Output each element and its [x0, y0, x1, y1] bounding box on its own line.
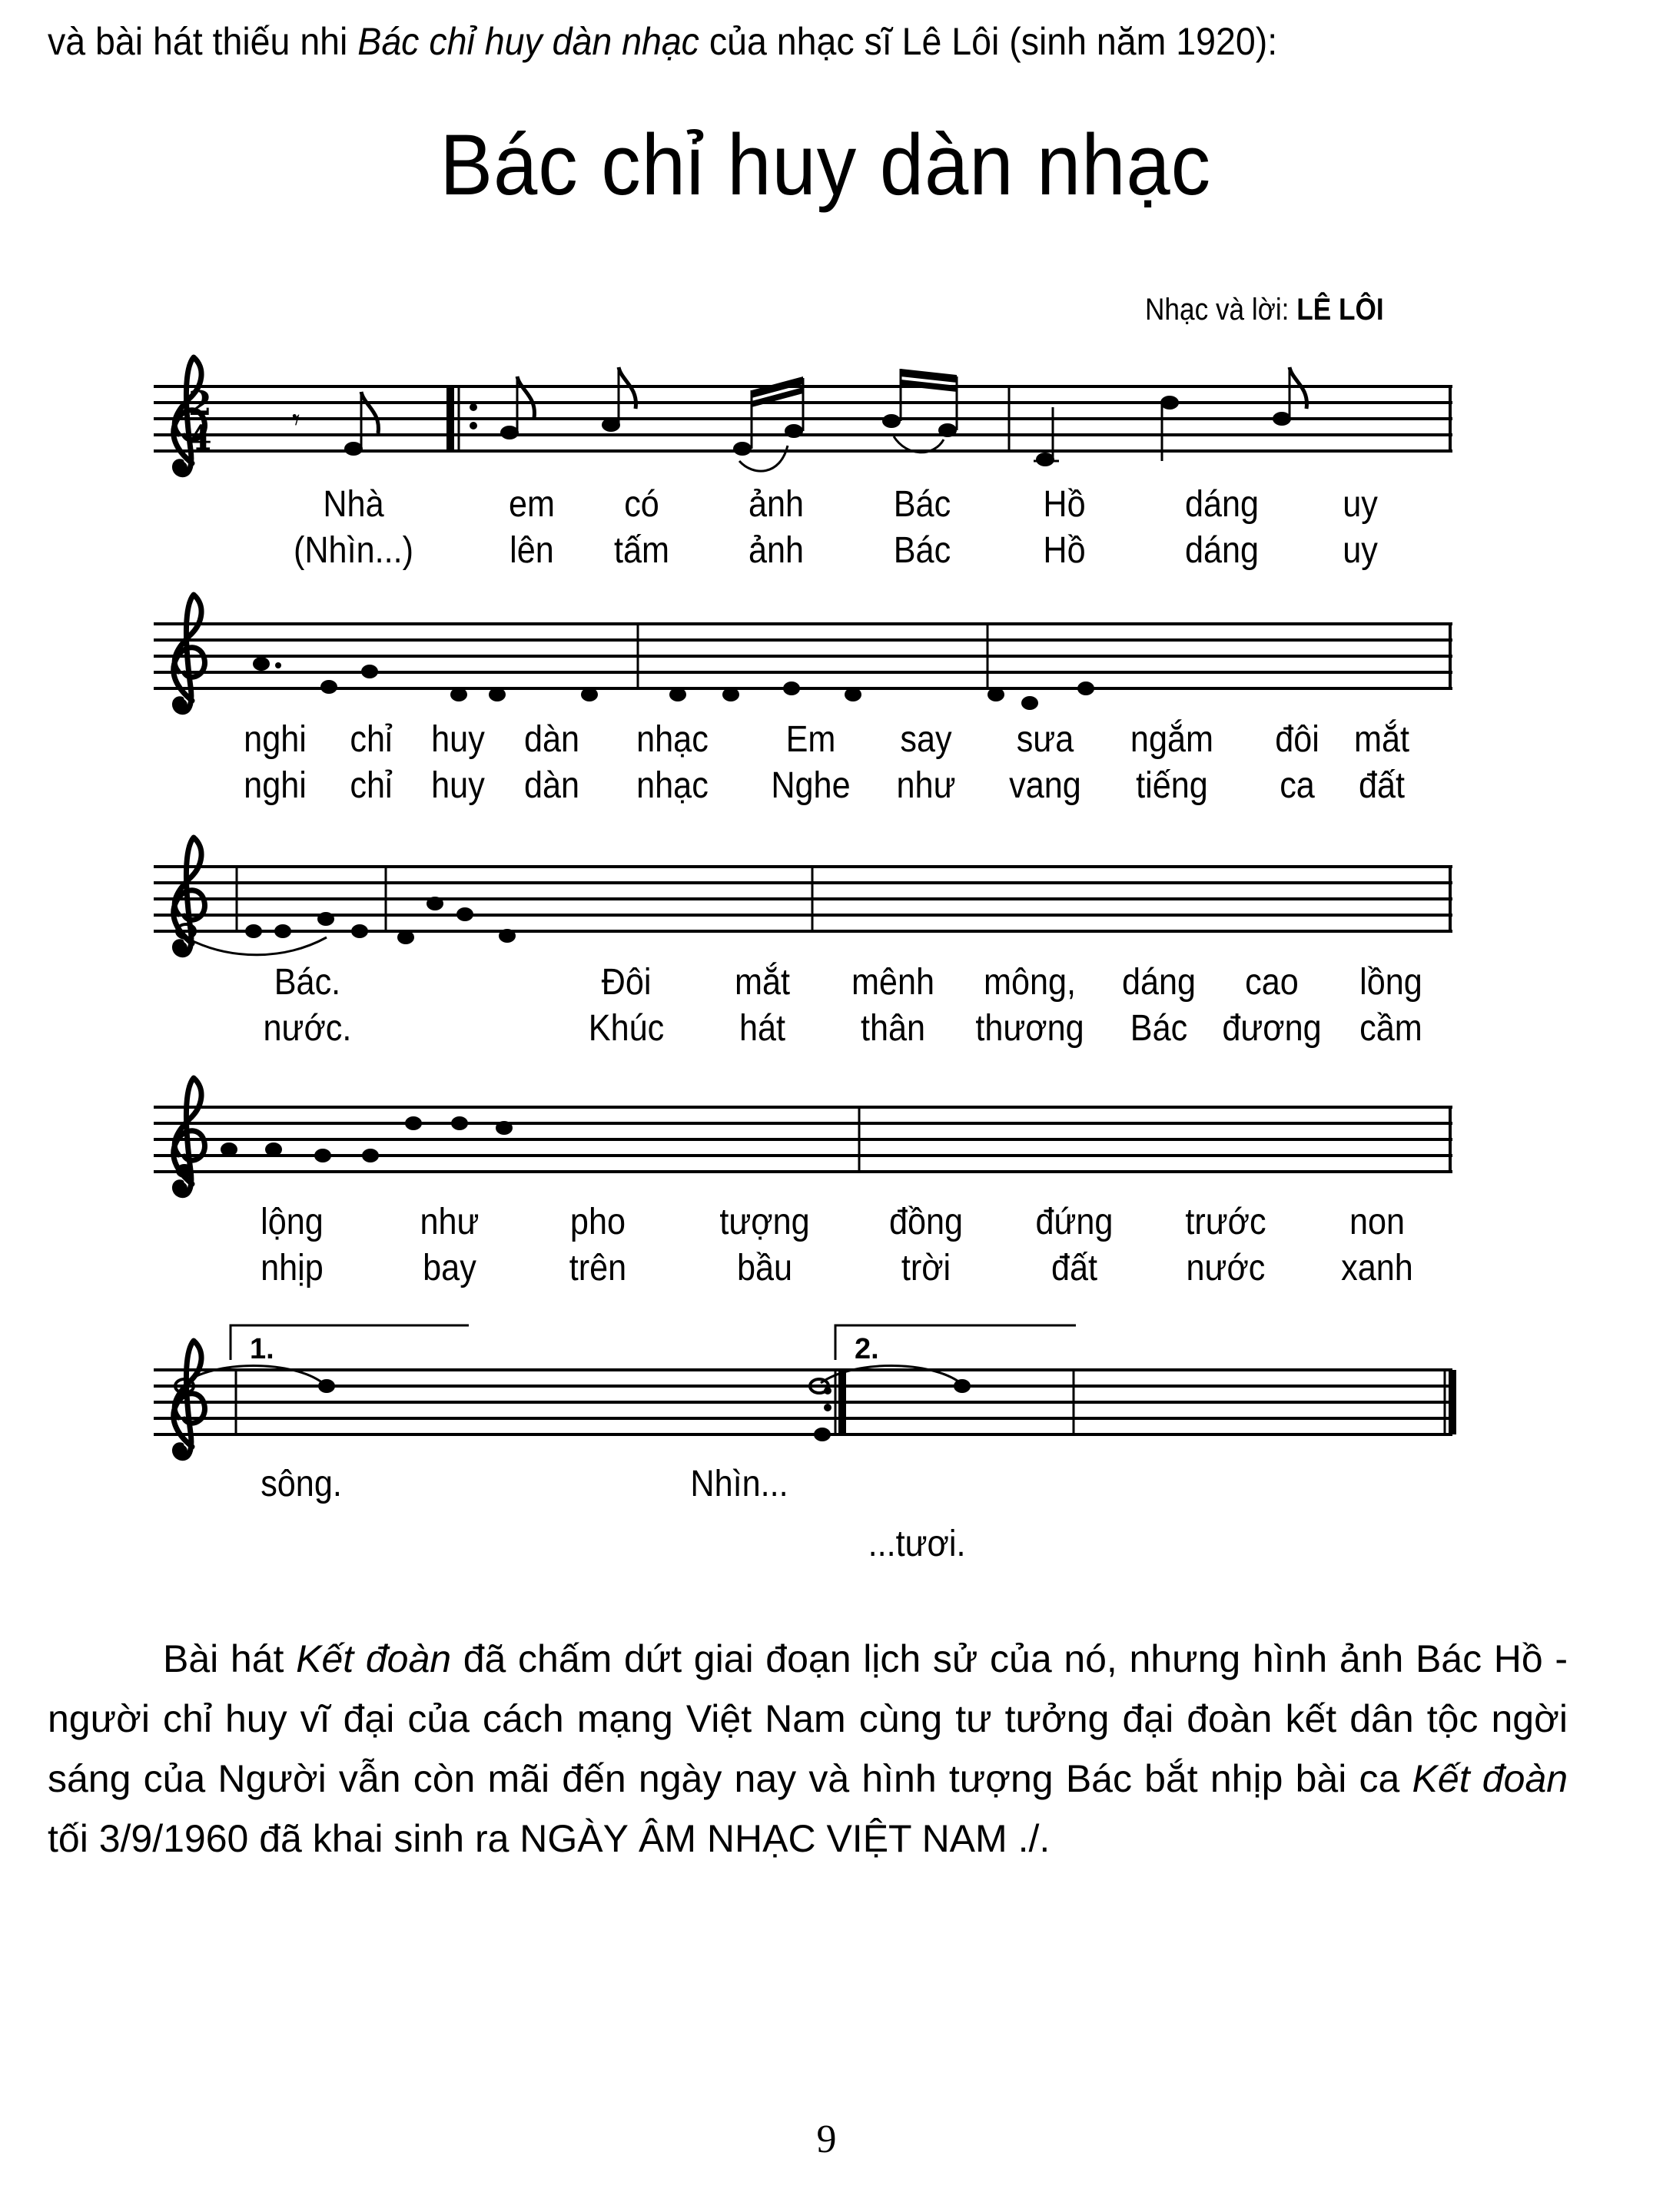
- intro-suffix: của nhạc sĩ Lê Lôi (sinh năm 1920):: [699, 20, 1278, 63]
- lyrics-system-2: [244, 718, 1409, 806]
- staff-system-4: [154, 1078, 1452, 1196]
- staff-system-3: [154, 837, 1452, 955]
- svg-text:𝄾: 𝄾: [292, 403, 300, 438]
- svg-text:sông.Nhìn...: sông. Nhìn...: [261, 1462, 788, 1504]
- svg-text:nghichỉhuydànnhạcNghenhưvangti: nghi chỉ huy dàn nhạc Nghe như vang tiếng ca đất: [244, 764, 1406, 806]
- staff-system-1: [154, 357, 1452, 475]
- staff-system-2: [154, 595, 1452, 712]
- lyrics-system-3: [264, 961, 1422, 1049]
- svg-text:nghichỉhuydànnhạcEmsaysưangắmđ: nghi chỉ huy dàn nhạc Em say sưa ngắm đôi mắt: [244, 718, 1410, 760]
- intro-prefix: và bài hát thiếu nhi: [48, 20, 358, 63]
- song-name-italic: Kết đoàn: [1412, 1757, 1568, 1800]
- svg-text:nước.KhúchátthânthươngBácđương: nước. Khúc hát thân thương Bác đương cầm: [263, 1007, 1422, 1049]
- body-paragraph: Bài hát Kết đoàn đã chấm dứt giai đoạn lịch sử của nó, nhưng hình ảnh Bác Hồ - người chỉ huy vĩ đại của cách mạng Việt Nam cùng tư tưởng đại đoàn kết dân tộc ngời sáng của Người vẫn còn mãi đến ngày nay và hình tượng Bác bắt nhịp bài ca Kết đoàn tối 3/9/1960 đã khai sinh ra NGÀY ÂM NHẠC VIỆT NAM ./.: [48, 1637, 1568, 1860]
- song-title: Bác chỉ huy dàn nhạc: [440, 117, 1212, 213]
- song-name-italic: Kết đoàn: [296, 1637, 452, 1680]
- verse-2-line: (Nhìn...) lên tấm ảnh Bác Hồ dáng uy: [293, 529, 1378, 571]
- page-number: 9: [816, 2117, 837, 2161]
- composer-name: LÊ LÔI: [1296, 293, 1384, 327]
- lyrics-system-5: [261, 1463, 965, 1564]
- intro-song-title: Bác chỉ huy dàn nhạc: [357, 20, 699, 63]
- volta-2-label: 2.: [855, 1333, 879, 1365]
- svg-text:...tươi.: ...tươi.: [868, 1522, 966, 1564]
- svg-text:lộngnhưphotượngđồngđứngtrướcno: lộng như pho tượng đồng đứng trước non: [261, 1200, 1406, 1242]
- svg-text:Bác.Đôimắtmênhmông,dángcaolồng: Bác. Đôi mắt mênh mông, dáng cao lồng: [274, 960, 1422, 1003]
- credit-label: Nhạc và lời:: [1145, 293, 1297, 327]
- lyrics-system-1: [294, 483, 1378, 571]
- time-signature-bottom: 4: [188, 419, 212, 458]
- verse-1-line: Nhà em có ảnh Bác Hồ dáng uy: [323, 483, 1378, 525]
- staff-system-5: [154, 1325, 1452, 1458]
- svg-text:nhịpbaytrênbầutrờiđấtnướcxanh: nhịp bay trên bầu trời đất nước xanh: [261, 1246, 1413, 1288]
- time-signature-top: 2: [188, 384, 212, 423]
- lyrics-system-4: [261, 1201, 1413, 1288]
- volta-1-label: 1.: [250, 1333, 274, 1365]
